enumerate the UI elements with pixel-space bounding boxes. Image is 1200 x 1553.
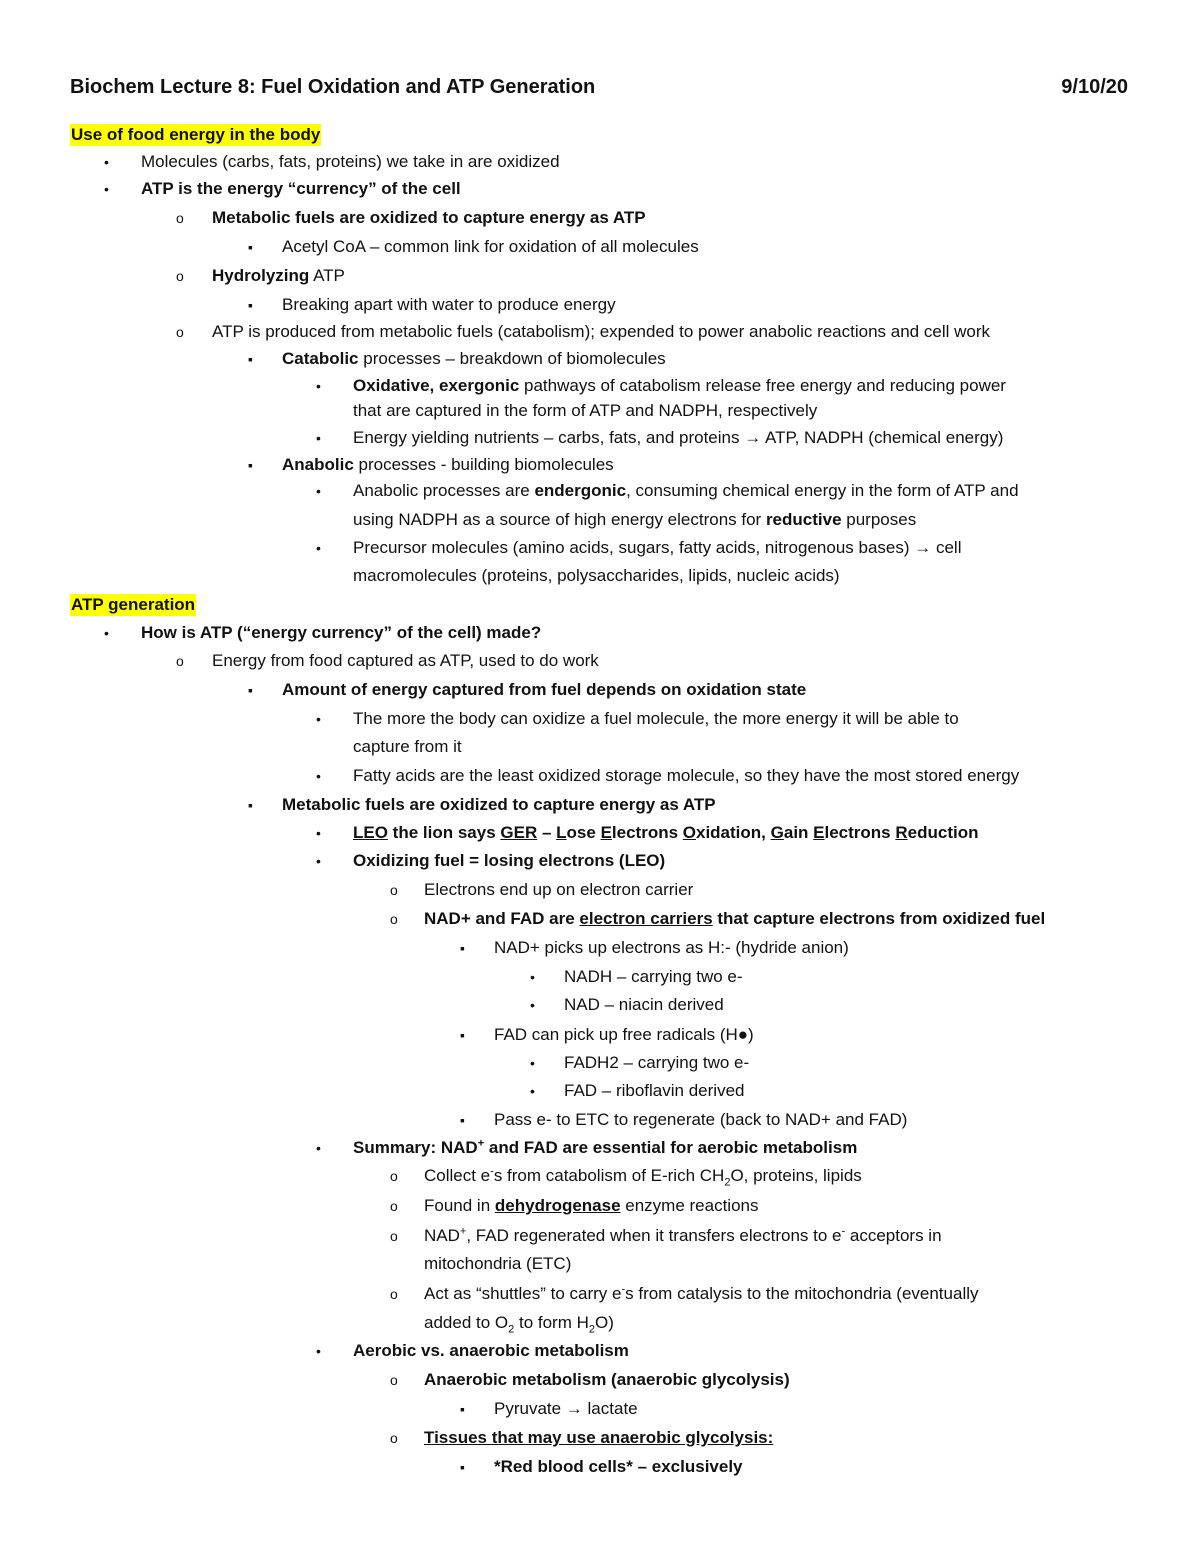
bullet-square: ▪ (248, 797, 253, 813)
superscript: - (841, 1225, 846, 1238)
text-run: ATP (309, 266, 345, 285)
text-run: ose (566, 823, 601, 842)
section-heading-food-energy: Use of food energy in the body (71, 125, 321, 144)
text-underlined: electron carriers (579, 909, 713, 928)
text-run: O) (595, 1313, 614, 1332)
text-run: Found in (424, 1196, 495, 1215)
text-run: enzyme reactions (620, 1196, 759, 1215)
text-run: acceptors in (845, 1226, 942, 1245)
text-run: Anabolic processes are (353, 481, 535, 500)
text-underlined: O (682, 823, 696, 842)
list-item: ATP is produced from metabolic fuels (catabolism); expended to power anabolic reactions and cell work (212, 322, 990, 341)
bullet-circle: o (390, 1198, 398, 1214)
bullet-disc: • (316, 1343, 321, 1359)
text-bold: Catabolic (282, 349, 359, 368)
text-run: processes – breakdown of biomolecules (358, 349, 666, 368)
bullet-circle: o (390, 1430, 398, 1446)
list-item (424, 908, 1045, 930)
text-bold: reductive (765, 510, 842, 529)
bullet-square: ▪ (248, 457, 253, 473)
bullet-circle: o (176, 268, 184, 284)
bullet-disc: • (530, 969, 535, 985)
text-run: eduction (907, 823, 979, 842)
text-underlined: GER (500, 823, 538, 842)
bullet-square: ▪ (460, 940, 465, 956)
list-item: Precursor molecules (amino acids, sugars, fatty acids, nitrogenous bases) → cell (353, 538, 962, 557)
text-run: processes - building biomolecules (353, 455, 614, 474)
superscript: + (477, 1137, 485, 1150)
bullet-square: ▪ (248, 297, 253, 313)
list-item (424, 1195, 759, 1217)
list-item: Pass e- to ETC to regenerate (back to NAD+ and FAD) (494, 1110, 908, 1129)
list-item-continuation: that are captured in the form of ATP and NADPH, respectively (353, 401, 818, 420)
list-item-continuation: macromolecules (proteins, polysaccharides, lipids, nucleic acids) (353, 566, 840, 585)
text-run: s from catabolism of E-rich CH (493, 1166, 725, 1185)
list-item: Tissues that may use anaerobic glycolysis: (424, 1428, 774, 1447)
bullet-disc: • (530, 1083, 535, 1099)
list-item: Aerobic vs. anaerobic metabolism (353, 1341, 629, 1360)
text-run: , FAD regenerated when it transfers electrons to e (466, 1226, 842, 1245)
document-date: 9/10/20 (1061, 76, 1128, 98)
subscript: 2 (724, 1176, 731, 1189)
list-item (353, 480, 1019, 502)
bullet-square: ▪ (248, 239, 253, 255)
text-run: NAD+ and FAD are (424, 909, 580, 928)
list-item: Metabolic fuels are oxidized to capture energy as ATP (212, 208, 646, 227)
bullet-circle: o (176, 210, 184, 226)
text-run: lectrons (824, 823, 896, 842)
text-run: NAD (424, 1226, 460, 1245)
text-run: lectrons (611, 823, 683, 842)
list-item: NADH – carrying two e- (564, 967, 743, 986)
list-item: FAD can pick up free radicals (H●) (494, 1025, 754, 1044)
text-run: , consuming chemical energy in the form of ATP and (626, 481, 1019, 500)
bullet-square: ▪ (460, 1401, 465, 1417)
list-item: NAD – niacin derived (564, 995, 724, 1014)
bullet-disc: • (316, 768, 321, 784)
text-run: xidation, (696, 823, 771, 842)
list-item (424, 1225, 942, 1247)
list-item-leo-ger (353, 822, 978, 844)
list-item (282, 348, 666, 370)
list-item: How is ATP (“energy currency” of the cell) made? (141, 623, 542, 642)
bullet-square: ▪ (248, 682, 253, 698)
text-underlined: LEO (353, 823, 388, 842)
bullet-square: ▪ (460, 1459, 465, 1475)
text-run: the lion says (387, 823, 501, 842)
text-run: pathways of catabolism release free energy and reducing power (519, 376, 1006, 395)
list-item: FADH2 – carrying two e- (564, 1053, 750, 1072)
bullet-disc: • (104, 625, 109, 641)
bullet-disc: • (530, 997, 535, 1013)
bullet-disc: • (316, 853, 321, 869)
list-item: Fatty acids are the least oxidized storage molecule, so they have the most stored energy (353, 766, 1020, 785)
bullet-circle: o (390, 1168, 398, 1184)
text-bold: Anabolic (282, 455, 354, 474)
list-item: Energy yielding nutrients – carbs, fats, and proteins → ATP, NADPH (chemical energy) (353, 428, 1004, 447)
superscript: + (459, 1225, 467, 1238)
list-item: Acetyl CoA – common link for oxidation of all molecules (282, 237, 699, 256)
text-run: O, proteins, lipids (730, 1166, 862, 1185)
bullet-circle: o (176, 653, 184, 669)
text-run: Act as “shuttles” to carry e (424, 1284, 622, 1303)
list-item: The more the body can oxidize a fuel molecule, the more energy it will be able to (353, 709, 959, 728)
text-run: Summary: NAD (353, 1138, 478, 1157)
text-run: using NADPH as a source of high energy electrons for (353, 510, 766, 529)
document-title: Biochem Lecture 8: Fuel Oxidation and ATP Generation (70, 76, 596, 98)
bullet-square: ▪ (248, 351, 253, 367)
text-bold-underlined: dehydrogenase (494, 1196, 621, 1215)
text-underlined: G (770, 823, 784, 842)
text-run: purposes (841, 510, 917, 529)
list-item: Electrons end up on electron carrier (424, 880, 694, 899)
bullet-square: ▪ (460, 1112, 465, 1128)
text-run: and FAD are essential for aerobic metabolism (484, 1138, 858, 1157)
list-item: Breaking apart with water to produce energy (282, 295, 616, 314)
text-bold: Oxidative, exergonic (353, 376, 520, 395)
list-item: Amount of energy captured from fuel depends on oxidation state (282, 680, 807, 699)
bullet-circle: o (390, 1228, 398, 1244)
text-run: that capture electrons from oxidized fuel (712, 909, 1046, 928)
text-run: to form H (514, 1313, 589, 1332)
bullet-square: ▪ (460, 1027, 465, 1043)
bullet-disc: • (104, 154, 109, 170)
bullet-circle: o (176, 324, 184, 340)
list-item: Anaerobic metabolism (anaerobic glycolysis) (424, 1370, 790, 1389)
text-run: s from catalysis to the mitochondria (eventually (625, 1284, 979, 1303)
bullet-disc: • (316, 825, 321, 841)
list-item: NAD+ picks up electrons as H:- (hydride anion) (494, 938, 849, 957)
bullet-circle: o (390, 1286, 398, 1302)
text-run: – (537, 823, 557, 842)
list-item (353, 1137, 857, 1159)
list-item: Energy from food captured as ATP, used to do work (212, 651, 599, 670)
text-underlined: E (600, 823, 612, 842)
list-item-continuation (424, 1312, 614, 1334)
list-item (353, 375, 1006, 397)
text-run: Collect e (424, 1166, 491, 1185)
bullet-circle: o (390, 911, 398, 927)
list-item: Oxidizing fuel = losing electrons (LEO) (353, 851, 666, 870)
text-run: ain (783, 823, 814, 842)
list-item (424, 1165, 862, 1187)
list-item (282, 454, 614, 476)
text-underlined: E (813, 823, 825, 842)
bullet-disc: • (316, 378, 321, 394)
bullet-disc: • (104, 181, 109, 197)
subscript: 2 (508, 1323, 515, 1336)
text-bold: Hydrolyzing (212, 266, 310, 285)
list-item (424, 1283, 979, 1305)
section-heading-atp-generation: ATP generation (71, 595, 196, 614)
bullet-disc: • (316, 540, 321, 556)
bullet-disc: • (316, 711, 321, 727)
bullet-disc: • (316, 1140, 321, 1156)
list-item: Molecules (carbs, fats, proteins) we take in are oxidized (141, 152, 560, 171)
bullet-disc: • (530, 1055, 535, 1071)
list-item: ATP is the energy “currency” of the cell (141, 179, 461, 198)
subscript: 2 (588, 1323, 595, 1336)
bullet-circle: o (390, 1372, 398, 1388)
bullet-disc: • (316, 430, 321, 446)
text-run: added to O (424, 1313, 509, 1332)
text-underlined: L (556, 823, 567, 842)
list-item: Pyruvate → lactate (494, 1399, 638, 1418)
bullet-disc: • (316, 483, 321, 499)
bullet-circle: o (390, 882, 398, 898)
list-item: *Red blood cells* – exclusively (494, 1457, 743, 1476)
text-bold: endergonic (534, 481, 627, 500)
list-item-continuation: mitochondria (ETC) (424, 1254, 572, 1273)
list-item (212, 265, 345, 287)
superscript: - (621, 1283, 626, 1296)
text-underlined: R (895, 823, 908, 842)
list-item: Metabolic fuels are oxidized to capture energy as ATP (282, 795, 716, 814)
list-item-continuation (353, 509, 916, 531)
list-item-continuation: capture from it (353, 737, 462, 756)
superscript: - (490, 1165, 494, 1178)
list-item: FAD – riboflavin derived (564, 1081, 745, 1100)
